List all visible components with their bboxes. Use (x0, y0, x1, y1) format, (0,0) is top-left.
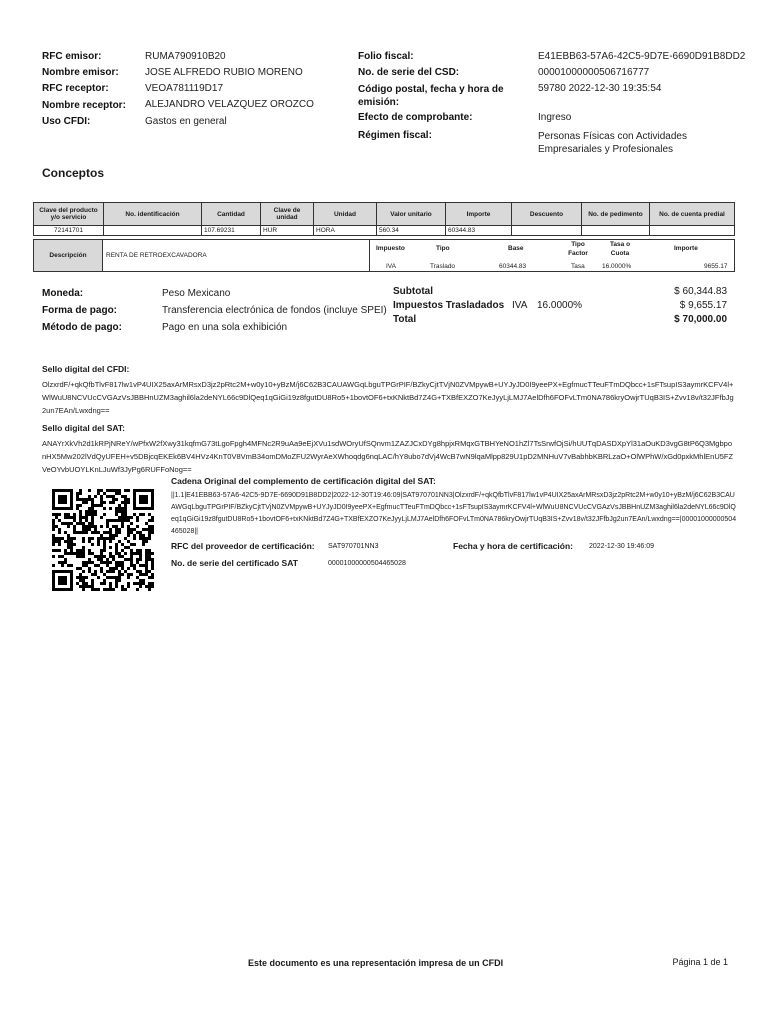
table-cell: 560.34 (377, 226, 446, 236)
uso-cfdi-value: Gastos en general (145, 116, 227, 127)
importe-value: 9655.17 (704, 263, 728, 270)
table-cell: 107.69231 (202, 226, 261, 236)
serie-sat-value: 00001000000504465028 (328, 560, 406, 567)
sello-sat-title: Sello digital del SAT: (42, 423, 125, 433)
table-cell: HUR (261, 226, 314, 236)
cp-fecha-label: Código postal, fecha y hora de emisión: (358, 84, 504, 108)
table-header: No. de pedimento (582, 203, 650, 226)
table-row (34, 226, 735, 236)
base-value: 60344.83 (499, 263, 527, 270)
sello-cfdi-value: OlzxrdF/+qkQfbTlvF817lw1vP4UIX25axArMRsxD3jz2pRtc2M+w0y10+yBzM/j6C62B3CAUAWGqLbguTPGrPIF/BZkyCjtTVjN0ZVMpywB+UYJyJD0I9yeePX+EgfmucTTeuFTmDQbcc+1sFTsupIS3aymrKCFV4l+WlWuU8NCVUcCVGAzVsJBBHnUZM3aghil6la2deNYL66c9DlQeq1qGiGi19z8fgutDU8Ro5+1bovtOF6+txKNktBd7Z4G+TXBfEXZO7KeJyyLjLMJ7AelDfh6FOFvLTm0NA786kryOwjrTUqB3IS+Zvv18v/t32JFfbJg2un7EAn/Lwxdng== (42, 380, 734, 415)
rfc-proveedor-label: RFC del proveedor de certificación: (171, 541, 315, 551)
descripcion-value: RENTA DE RETROEXCAVADORA (106, 252, 207, 259)
nombre-receptor-label: Nombre receptor: (42, 100, 126, 111)
tipo-header: Tipo (436, 245, 450, 252)
sello-sat-value: ANAYrXkVh2d1kRPjNReY/wPfxW2fXwy31kqfmG73tLgoFpgh4MFNc2R9uAa9eEjXVu1sdWOryUfSQnvm1ZAZJCxDYg8hpjxRMqxGTBHYeNO1hZl7TsSrwfOjSi/hUUTqDASDXpYl31aOuKD3vgG8tP6Q3MgbponHX5Mw202lVdQyUFEH+v5DBjcqEKEk6BV4HVz4KnT0V8VmB34omDMoZFU2WyrAeXWhoqdg6nqLAC/hY8ubo7dVj4WcB7wN9lqaMlpp829U1pD2MNHuV7vBabhbKBRLzaO+OlWPhW/xGd0pxkMhlEnU5FZVeOYvbUOYLKnLJuWf3JyPg6RUFFoNog== (42, 439, 734, 474)
impuestos-tasa: 16.0000% (537, 300, 583, 311)
uso-cfdi-label: Uso CFDI: (42, 116, 91, 127)
table-cell: 60344.83 (446, 226, 512, 236)
rfc-emisor-value: RUMA790910B20 (145, 51, 226, 62)
regimen-value: Personas Físicas con Actividades Empresariales y Profesionales (538, 131, 687, 155)
table-cell (512, 226, 582, 236)
impuesto-header: Impuesto (376, 245, 405, 252)
qr-code (52, 489, 154, 591)
cadena-value: ||1.1|E41EBB63-57A6-42C5-9D7E-6690D91B8DD2|2022-12-30T19:46:09|SAT970701NN3|OlzxrdF/+qkQfbTlvF817lw1vP4UIX25axArMRsxD3jz2pRtc2M+w0y10+yBzM/j6C62B3CAUAWGqLbguTPGrPIF/BZkyCjtTVjN0ZVMpywB+UYJyJD0I9yeePX+EgfmucTTeuFTmDQbcc+1sFTsupIS3aymrKCFV4l+WlWuU8NCVUcCVGAzVsJBBHnUZM3aghil6la2deNYL66c9DlQeq1qGiGi19z8fgutDU8Ro5+1bovtOF6+txKNktBd7Z4G+TXBfEXZO7KeJyyLjLMJ7AelDfh6FOFvLTm0NA786kryOwjrTUqB3IS+Zvv18v/t32JFfbJg2un7EAn/Lwxdng==|00001000000504465028|| (171, 492, 737, 535)
cp-fecha-value: 59780 2022-12-30 19:35:54 (538, 83, 662, 94)
conceptos-title: Conceptos (42, 166, 105, 180)
moneda-value: Peso Mexicano (162, 288, 231, 299)
tipo-factor-header: Tipo Factor (568, 241, 588, 257)
footer-note: Este documento es una representación impresa de un CFDI (248, 958, 504, 968)
table-header: Importe (446, 203, 512, 226)
metodo-pago-value: Pago en una sola exhibición (162, 322, 288, 333)
efecto-label: Efecto de comprobante: (358, 112, 473, 123)
tasa-cuota-header: Tasa o Cuota (609, 241, 631, 257)
table-header: No. de cuenta predial (650, 203, 735, 226)
table-header: Cantidad (202, 203, 261, 226)
subtotal-label: Subtotal (393, 286, 433, 297)
regimen-label: Régimen fiscal: (358, 130, 432, 141)
table-header: Descuento (512, 203, 582, 226)
fecha-certificacion-value: 2022-12-30 19:46:09 (589, 543, 654, 550)
moneda-label: Moneda: (42, 288, 84, 299)
table-cell: 72141701 (34, 226, 104, 236)
tasa-cuota-value: 16.0000% (602, 263, 632, 270)
nombre-receptor-value: ALEJANDRO VELAZQUEZ OROZCO (145, 99, 314, 110)
concepts-table (33, 202, 735, 236)
page-number: Página 1 de 1 (672, 957, 728, 967)
total-label: Total (393, 314, 417, 325)
serie-sat-label: No. de serie del certificado SAT (171, 558, 298, 568)
rfc-receptor-label: RFC receptor: (42, 83, 109, 94)
total-value: $ 70,000.00 (674, 314, 727, 325)
table-header-row (34, 203, 735, 226)
impuestos-trasladados-value: $ 9,655.17 (679, 300, 727, 311)
folio-fiscal-value: E41EBB63-57A6-42C5-9D7E-6690D91B8DD2 (538, 51, 746, 62)
serie-csd-label: No. de serie del CSD: (358, 67, 460, 78)
table-header: Clave de unidad (261, 203, 314, 226)
rfc-proveedor-value: SAT970701NN3 (328, 543, 379, 550)
efecto-value: Ingreso (538, 112, 572, 123)
rfc-receptor-value: VEOA781119D17 (145, 83, 224, 94)
nombre-emisor-value: JOSE ALFREDO RUBIO MORENO (145, 67, 303, 78)
metodo-pago-label: Método de pago: (42, 322, 122, 333)
nombre-emisor-label: Nombre emisor: (42, 67, 119, 78)
table-cell (104, 226, 202, 236)
subtotal-value: $ 60,344.83 (674, 286, 727, 297)
impuestos-box (368, 239, 735, 272)
serie-csd-value: 00001000000506716777 (538, 67, 650, 78)
descripcion-label: Descripción (34, 240, 103, 271)
table-cell: HORA (314, 226, 377, 236)
sello-cfdi-title: Sello digital del CFDI: (42, 364, 130, 374)
impuestos-trasladados-label: Impuestos Trasladados (393, 300, 505, 311)
table-cell (650, 226, 735, 236)
impuestos-tipo: IVA (512, 300, 528, 311)
table-header: No. identificación (104, 203, 202, 226)
cadena-title: Cadena Original del complemento de certificación digital del SAT: (171, 476, 436, 486)
base-header: Base (508, 245, 524, 252)
table-header: Unidad (314, 203, 377, 226)
impuesto-value: IVA (386, 263, 396, 270)
forma-pago-label: Forma de pago: (42, 305, 118, 316)
fecha-certificacion-label: Fecha y hora de certificación: (453, 541, 573, 551)
table-header: Valor unitario (377, 203, 446, 226)
tipo-factor-value: Tasa (571, 263, 585, 270)
importe-header: Importe (674, 245, 698, 252)
table-cell (582, 226, 650, 236)
folio-fiscal-label: Folio fiscal: (358, 51, 414, 62)
rfc-emisor-label: RFC emisor: (42, 51, 102, 62)
tipo-value: Traslado (430, 263, 456, 270)
descripcion-box (33, 239, 370, 272)
forma-pago-value: Transferencia electrónica de fondos (incluye SPEI) (162, 305, 387, 316)
table-header: Clave del producto y/o servicio (34, 203, 104, 226)
